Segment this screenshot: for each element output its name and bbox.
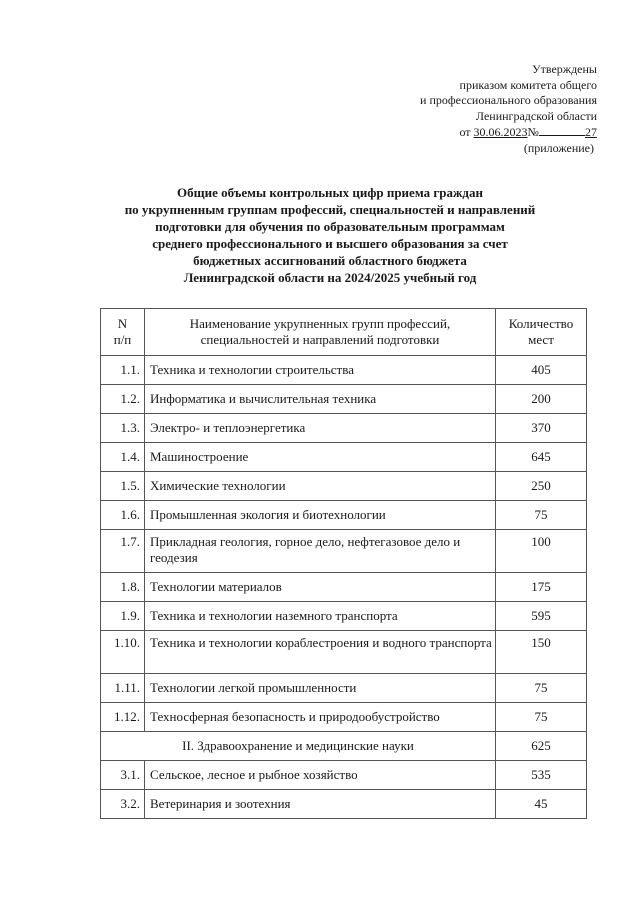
table-row — [101, 761, 587, 790]
number-blank — [539, 124, 585, 136]
table-row — [101, 790, 587, 819]
header-num-line1: N — [117, 316, 128, 331]
row-num: 1.8. — [101, 573, 145, 602]
row-qty: 150 — [496, 631, 587, 674]
table-row — [101, 674, 587, 703]
row-num: 1.6. — [101, 501, 145, 530]
row-num: 1.9. — [101, 602, 145, 631]
row-name: Химические технологии — [145, 472, 496, 501]
row-num: 1.7. — [101, 530, 145, 573]
row-qty: 45 — [496, 790, 587, 819]
header-qty-line1: Количество — [508, 316, 574, 331]
row-qty: 175 — [496, 573, 587, 602]
row-qty: 75 — [496, 703, 587, 732]
title-line-2: по укрупненным группам профессий, специальностей и направлений — [124, 202, 536, 217]
row-qty: 595 — [496, 602, 587, 631]
row-name: Ветеринария и зоотехния — [145, 790, 496, 819]
row-qty: 535 — [496, 761, 587, 790]
row-qty: 100 — [496, 530, 587, 573]
row-num: 1.1. — [101, 356, 145, 385]
row-num: 1.2. — [101, 385, 145, 414]
table-header-row — [101, 309, 587, 356]
approval-date: 30.06.2023 — [473, 125, 528, 140]
section-row — [101, 732, 587, 761]
header-name-line2: специальностей и направлений подготовки — [200, 332, 440, 347]
row-num: 1.4. — [101, 443, 145, 472]
row-qty: 250 — [496, 472, 587, 501]
title-line-6: Ленинградской области на 2024/2025 учебный год — [183, 270, 477, 285]
header-num — [101, 309, 145, 356]
row-name: Технологии легкой промышленности — [145, 674, 496, 703]
table-row — [101, 443, 587, 472]
table-row — [101, 472, 587, 501]
section-name: II. Здравоохранение и медицинские науки — [101, 732, 496, 761]
row-name: Машиностроение — [145, 443, 496, 472]
approval-date-line — [420, 124, 597, 141]
header-num-line2: п/п — [113, 332, 132, 347]
row-name: Прикладная геология, горное дело, нефтегазовое дело и геодезия — [145, 530, 496, 573]
row-num: 1.11. — [101, 674, 145, 703]
row-num: 3.2. — [101, 790, 145, 819]
table-row — [101, 530, 587, 573]
approval-line-1: Утверждены — [532, 62, 597, 76]
table-row — [101, 602, 587, 631]
row-num: 1.3. — [101, 414, 145, 443]
row-name: Техника и технологии кораблестроения и водного транспорта — [145, 631, 496, 674]
row-name: Информатика и вычислительная техника — [145, 385, 496, 414]
row-qty: 75 — [496, 674, 587, 703]
row-name: Электро- и теплоэнергетика — [145, 414, 496, 443]
row-name: Техника и технологии строительства — [145, 356, 496, 385]
row-qty: 75 — [496, 501, 587, 530]
header-name-line1: Наименование укрупненных групп профессий, — [189, 316, 451, 331]
row-qty: 370 — [496, 414, 587, 443]
document-title — [60, 184, 600, 286]
row-num: 3.1. — [101, 761, 145, 790]
section-qty: 625 — [496, 732, 587, 761]
table-row — [101, 631, 587, 674]
header-name — [145, 309, 496, 356]
table-row — [101, 356, 587, 385]
row-name: Технологии материалов — [145, 573, 496, 602]
header-qty-line2: мест — [528, 332, 554, 347]
approval-note: (приложение) — [523, 140, 594, 155]
title-line-3: подготовки для обучения по образовательным программам — [155, 219, 505, 234]
table-row — [101, 501, 587, 530]
row-name: Сельское, лесное и рыбное хозяйство — [145, 761, 496, 790]
table-row — [101, 703, 587, 732]
table-row — [101, 414, 587, 443]
row-num: 1.12. — [101, 703, 145, 732]
table-row — [101, 385, 587, 414]
row-num: 1.10. — [101, 631, 145, 674]
approval-line-2: приказом комитета общего — [459, 77, 597, 92]
approval-line-3: и профессионального образования — [420, 93, 597, 108]
approval-line-4: Ленинградской области — [475, 108, 597, 123]
number-sign: № — [527, 125, 539, 140]
title-line-1: Общие объемы контрольных цифр приема граждан — [177, 185, 483, 200]
row-qty: 200 — [496, 385, 587, 414]
approval-number: 27 — [585, 125, 597, 140]
row-name: Техносферная безопасность и природообустройство — [145, 703, 496, 732]
row-name: Промышленная экология и биотехнологии — [145, 501, 496, 530]
row-qty: 405 — [496, 356, 587, 385]
row-name: Техника и технологии наземного транспорта — [145, 602, 496, 631]
table-row — [101, 573, 587, 602]
header-qty — [496, 309, 587, 356]
title-line-5: бюджетных ассигнований областного бюджета — [193, 253, 467, 268]
title-line-4: среднего профессионального и высшего образования за счет — [152, 236, 508, 251]
admission-table — [100, 308, 587, 819]
date-prefix: от — [459, 125, 474, 140]
row-qty: 645 — [496, 443, 587, 472]
row-num: 1.5. — [101, 472, 145, 501]
approval-block — [420, 62, 597, 157]
